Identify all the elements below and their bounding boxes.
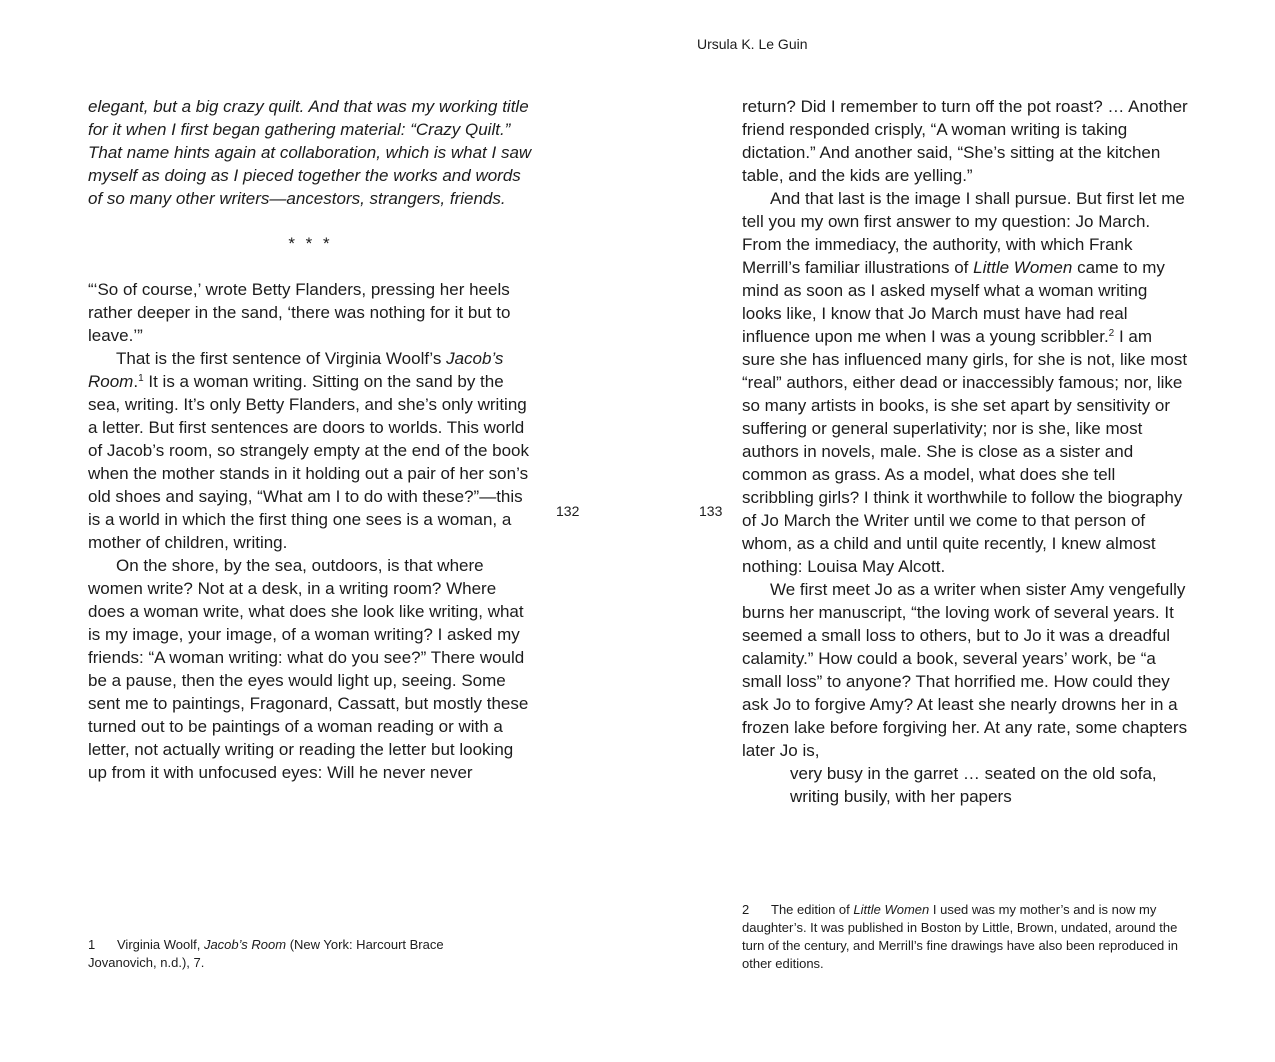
pot-roast-paragraph: return? Did I remember to turn off the pot roast? … Another friend responded crisply, “A woman writing is taking dictation.” And another said, “She’s sitting at the kitchen table, and the kids are yelling.” <box>742 97 1188 185</box>
footnote-2-number: 2 <box>742 902 750 917</box>
left-page-text-column <box>88 95 533 784</box>
footnote-1-text: Virginia Woolf, Jacob’s Room (New York: Harcourt Brace Jovanovich, n.d.), 7. <box>88 937 444 970</box>
jo-march-paragraph: And that last is the image I shall pursue. But first let me tell you my own first answer to my question: Jo March. From the immediacy, the authority, with which Frank Merrill’s familiar illustrations of Little Women came to my mind as soon as I asked myself what a woman writing looks like, I know that Jo March must have had real influence upon me when I was a young scribbler.$^2$ I am sure she has influenced many girls, for she is not, like most “real” authors, either dead or inaccessibly famous; nor, like so many artists in books, is she set apart by sensitivity or suffering or general superlativity; nor is she, like most authors in novels, male. She is close as a sister and common as grass. As a model, what does she tell scribbling girls? I think it worthwhile to follow the biography of Jo March the Writer until we come to that person of whom, as a child and until quite recently, I knew almost nothing: Louisa May Alcott. <box>742 189 1188 576</box>
footnote-2-text: The edition of Little Women I used was my mother’s and is now my daughter’s. It was published in Boston by Little, Brown, undated, around the turn of the century, and Merrill’s fine drawings have also been reproduced in other editions. <box>742 902 1178 971</box>
footnote-1 <box>88 936 500 972</box>
flanders-quote-paragraph: “‘So of course,’ wrote Betty Flanders, pressing her heels rather deeper in the sand, ‘there was nothing for it but to leave.’” <box>88 280 511 345</box>
footnote-2 <box>742 901 1192 973</box>
page-number-right: 133 <box>699 503 723 519</box>
footnote-1-number: 1 <box>88 937 96 952</box>
page-number-left: 132 <box>556 503 580 519</box>
running-header: Ursula K. Le Guin <box>697 36 808 52</box>
garret-blockquote: very busy in the garret … seated on the old sofa, writing busily, with her papers <box>790 764 1157 806</box>
amy-burns-paragraph: We first meet Jo as a writer when sister Amy vengefully burns her manuscript, “the loving work of several years. It seemed a small loss to others, but to Jo it was a dreadful calamity.” How could a book, several years’ work, be “a small loss” to anyone? That horrified me. How could they ask Jo to forgive Amy? At least she nearly drowns her in a frozen lake before forgiving her. At any rate, some chapters later Jo is, <box>742 580 1188 760</box>
section-break-asterisks: * * * <box>288 234 333 253</box>
opening-italic-paragraph: elegant, but a big crazy quilt. And that was my working title for it when I first began gathering material: “Crazy Quilt.” That name hints again at collaboration, which is what I saw myself as doing as I pieced together the works and words of so many other writers—ancestors, strangers, friends. <box>88 97 532 208</box>
right-page-text-column <box>742 95 1189 808</box>
on-the-shore-paragraph: On the shore, by the sea, outdoors, is that where women write? Not at a desk, in a writing room? Where does a woman write, what does she look like writing, what is my image, your image, of a woman writing? I asked my friends: “A woman writing: what do you see?” There would be a pause, then the eyes would light up, seeing. Some sent me to paintings, Fragonard, Cassatt, but mostly these turned out to be paintings of a woman reading or with a letter, not actually writing or reading the letter but looking up from it with unfocused eyes: Will he never never <box>88 556 529 782</box>
jacobs-room-paragraph: That is the first sentence of Virginia Woolf’s Jacob’s Room.$^1$ It is a woman writing. Sitting on the sand by the sea, writing. It’s only Betty Flanders, and she’s only writing a letter. But first sentences are doors to worlds. This world of Jacob’s room, so strangely empty at the end of the book when the mother stands in it holding out a pair of her son’s old shoes and saying, “What am I to do with these?”—this is a world in which the first thing one sees is a woman, a mother of children, writing. <box>88 349 529 552</box>
